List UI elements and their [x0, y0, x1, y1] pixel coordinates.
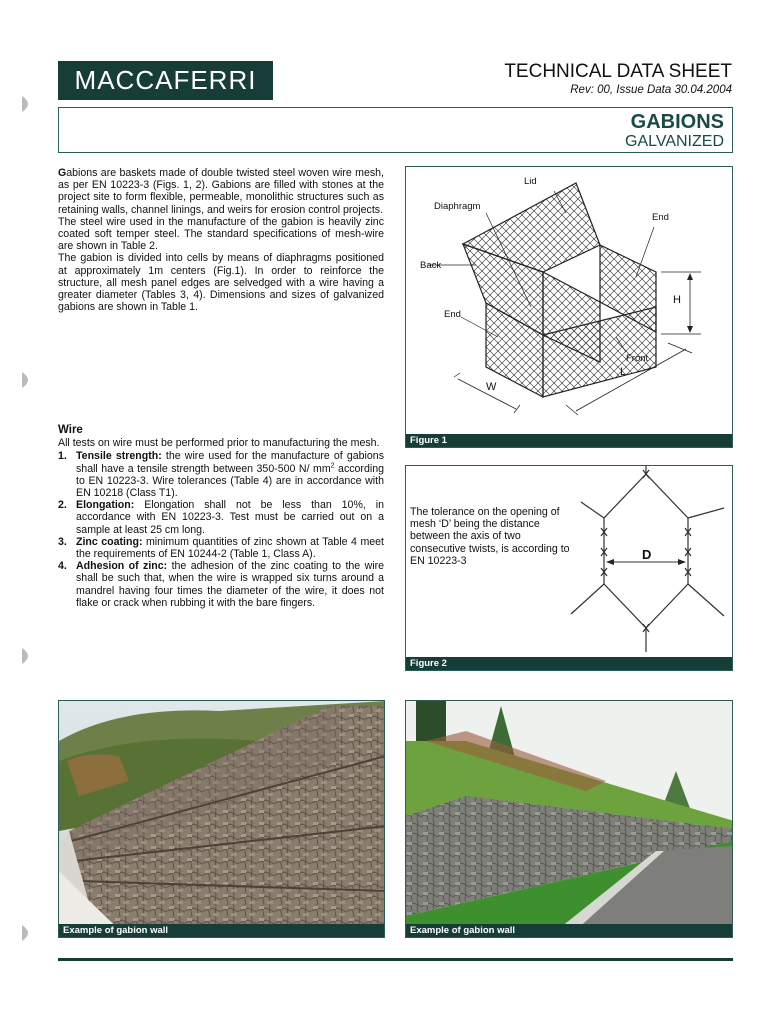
- photo-2-image: [406, 701, 733, 938]
- brand-logo: [58, 61, 273, 100]
- label-h: H: [673, 294, 681, 306]
- intro-paragraph-3: The gabion is divided into cells by means of diaphragms positioned at approximately 1m centers (Fig.1). In order to reinforce the structure, all mesh panel edges are selvedged with a wire having a greater diameter (Tables 3, 4). Dimensions and sizes of galvanized gabions are shown in Table 1.: [58, 252, 384, 314]
- list-item-label: Elongation:: [76, 499, 135, 512]
- photo-1-caption: Example of gabion wall: [59, 924, 384, 937]
- footer-rule: [58, 958, 733, 961]
- list-item-text: [76, 499, 384, 536]
- intro-lead-letter: G: [58, 167, 67, 179]
- label-front: Front: [626, 353, 649, 364]
- punch-hole-marker: [22, 925, 34, 941]
- wire-requirements-list: [58, 450, 384, 609]
- wire-section: [58, 424, 384, 609]
- gabion-wall-photo-1: [58, 700, 385, 938]
- wire-intro: All tests on wire must be performed prior to manufacturing the mesh.: [58, 437, 380, 450]
- gabion-wall-photo-2: [405, 700, 733, 938]
- list-item: [58, 450, 384, 499]
- list-item-body-cont: according to EN 10223-3. Wire tolerances (Table 4) are in accordance with EN 10218 (Class T1).: [76, 462, 384, 500]
- label-w: W: [486, 381, 497, 393]
- gabion-diagram: [406, 167, 732, 435]
- list-item-body: the adhesion of the zinc coating to the wire shall be such that, when the wire is wrapped six turns around a mandrel having four times the diameter of the wire, it does not flake or crack when rubbing it with the bare fingers.: [76, 560, 385, 609]
- figure-1-caption: Figure 1: [406, 434, 732, 447]
- intro-paragraph-2: The steel wire used in the manufacture of the gabion is heavily zinc coated soft temper steel. The standard specifications of mesh-wire are shown in Table 2.: [58, 215, 384, 253]
- photo-2-caption: Example of gabion wall: [406, 924, 732, 937]
- figure-2: [405, 465, 733, 671]
- wire-heading: Wire: [58, 424, 83, 436]
- figure-2-text: The tolerance on the opening of mesh ‘D’ being the distance between the axis of two consecutive twists, is according to EN 10223-3: [410, 506, 570, 567]
- label-d: D: [642, 547, 652, 562]
- list-item: [58, 536, 384, 560]
- mesh-opening-diagram: [406, 466, 732, 658]
- intro-text: [58, 167, 384, 313]
- label-lid: Lid: [524, 176, 537, 187]
- list-item-label: Zinc coating:: [76, 535, 143, 548]
- label-end-left: End: [444, 309, 461, 320]
- figure-1: [405, 166, 733, 448]
- document-title: TECHNICAL DATA SHEET: [504, 61, 732, 82]
- product-title-box: [58, 107, 733, 153]
- intro-paragraph-1: abions are baskets made of double twisted steel woven wire mesh, as per EN 10223-3 (Figs. 1, 2). Gabions are filled with stones at the project site to form flexible, permeable, monolithic structures such as retaining walls, channel linings, and weirs for erosion control projects.: [58, 167, 384, 216]
- list-item-number: 4.: [58, 560, 67, 573]
- list-item-number: 1.: [58, 450, 67, 463]
- list-item: [58, 499, 384, 536]
- list-item: [58, 560, 384, 609]
- list-item-number: 3.: [58, 535, 67, 548]
- figure-2-caption: Figure 2: [406, 657, 732, 670]
- label-diaphragm: Diaphragm: [434, 201, 481, 212]
- label-l: L: [620, 366, 627, 378]
- punch-hole-marker: [22, 372, 34, 388]
- brand-logo-text: MACCAFERRI: [74, 65, 257, 95]
- superscript: 2: [330, 462, 335, 470]
- product-variant: GALVANIZED: [625, 133, 724, 150]
- list-item-number: 2.: [58, 499, 67, 512]
- label-back: Back: [420, 260, 442, 271]
- list-item-text: [76, 450, 384, 499]
- punch-hole-marker: [22, 648, 34, 664]
- document-revision: Rev: 00, Issue Data 30.04.2004: [570, 84, 732, 96]
- list-item-text: [76, 536, 384, 560]
- punch-hole-marker: [22, 96, 34, 112]
- photo-1-image: [59, 701, 385, 938]
- list-item-label: Adhesion of zinc:: [76, 560, 168, 573]
- list-item-label: Tensile strength:: [76, 450, 162, 463]
- product-name: GABIONS: [630, 111, 724, 133]
- list-item-body: Elongation shall not be less than 10%, in accordance with EN 10223-3. Test must be carried out on a sample at least 25 cm long.: [76, 499, 384, 536]
- list-item-body: minimum quantities of zinc shown at Table 4 meet the requirements of EN 10244-2 (Table 1, Class A).: [76, 535, 385, 561]
- list-item-text: [76, 560, 384, 609]
- list-item-body: the wire used for the manufacture of gabions shall have a tensile strength between 350-500 N/ mm: [76, 450, 384, 475]
- label-end-top: End: [652, 212, 669, 223]
- intro-paragraph: [58, 167, 384, 216]
